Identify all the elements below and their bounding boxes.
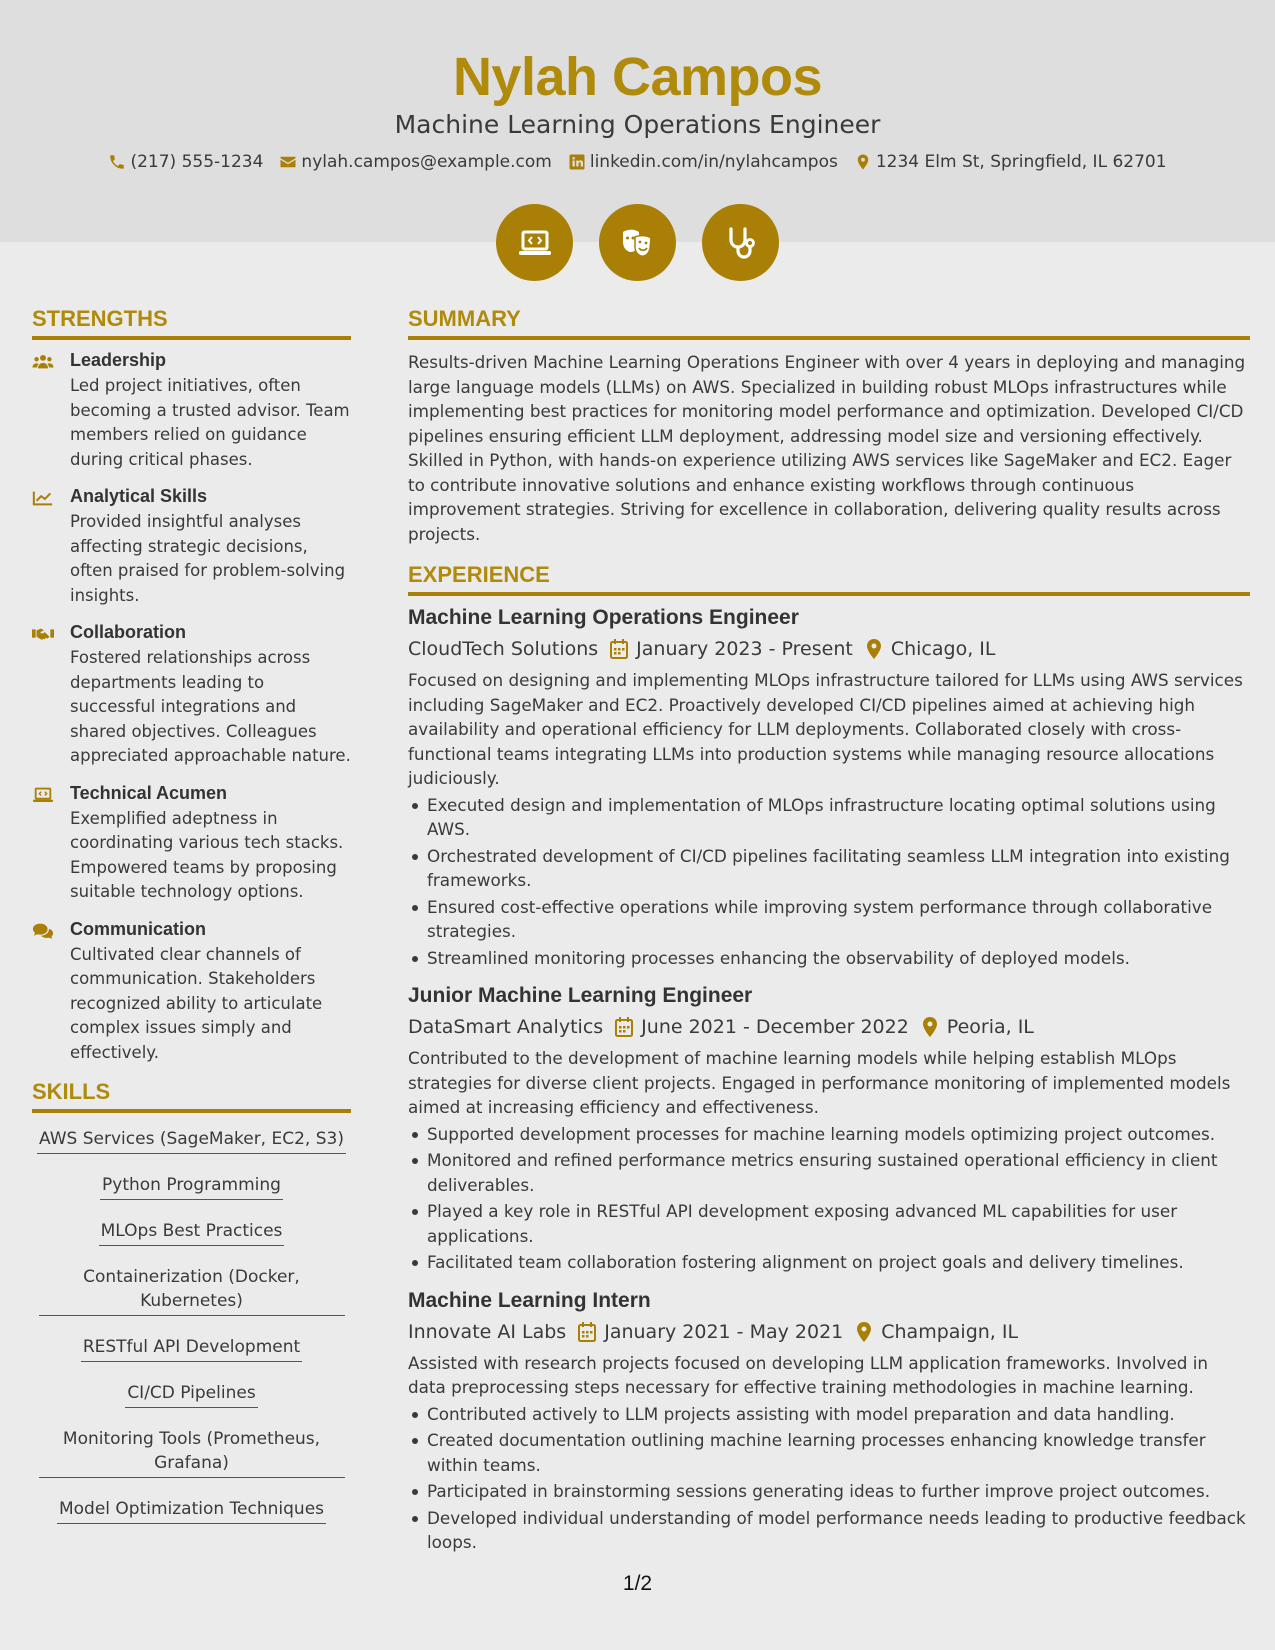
envelope-icon <box>279 153 297 171</box>
job-description: Focused on designing and implementing MLOps infrastructure tailored for LLMs using AWS services including SageMaker and EC2. Proactively developed CI/CD pipelines aimed at achieving high availability and operational efficiency for LLM deployments. Collaborated closely with cross-functional teams integrating LLMs into production systems while managing resource allocations judiciously. <box>408 670 1243 788</box>
summary-text: Results-driven Machine Learning Operations Engineer with over 4 years in deploying and managing large language models (LLMs) on AWS. Specialized in building robust MLOps infrastructures while implementing best practices for monitoring model performance and optimization. Developed CI/CD pipelines ensuring efficient LLM deployment, addressing model size and versioning effectively. Skilled in Python, with hands-on experience utilizing AWS services like SageMaker and EC2. Eager to contribute innovative solutions and enhance existing workflows through continuous improvement strategies. Striving for excellence in collaboration, delivering quality results across projects. <box>408 352 1246 544</box>
strength-item <box>32 350 351 472</box>
summary-heading: SUMMARY <box>408 306 1250 340</box>
candidate-name: Nylah Campos <box>452 47 823 107</box>
strength-name: Analytical Skills <box>70 486 208 506</box>
handshake-icon <box>32 625 54 643</box>
job-role: Machine Learning Operations Engineer <box>408 606 799 629</box>
strength-description: Exemplified adeptness in coordinating various tech stacks. Empowered teams by proposing suitable technology options. <box>70 808 344 901</box>
map-marker-icon <box>865 639 883 659</box>
laptop-code-icon <box>32 786 54 804</box>
skill-item: RESTful API Development <box>81 1335 302 1362</box>
strength-name: Leadership <box>70 350 167 370</box>
phone-text: (217) 555-1234 <box>130 152 264 172</box>
address-text: 1234 Elm St, Springfield, IL 62701 <box>875 152 1167 172</box>
skills-list <box>32 1127 351 1543</box>
skill-item: Monitoring Tools (Prometheus, Grafana) <box>39 1427 345 1478</box>
strength-description: Fostered relationships across departments leading to successful integrations and shared objectives. Colleagues appreciated approachable nature. <box>70 648 351 765</box>
map-marker-icon <box>855 1322 873 1342</box>
job-bullets <box>408 1402 1250 1555</box>
contact-bar <box>0 152 1275 172</box>
strength-description: Led project initiatives, often becoming a trusted advisor. Team members relied on guidance during critical phases. <box>70 376 350 469</box>
job-bullet: Monitored and refined performance metrics ensuring sustained operational efficiency in client deliverables. <box>408 1148 1250 1197</box>
hero-icon-row <box>0 204 1275 281</box>
skill-item: Containerization (Docker, Kubernetes) <box>39 1265 345 1316</box>
strength-name: Communication <box>70 918 207 939</box>
map-marker-icon <box>921 1017 939 1037</box>
job-bullet: Played a key role in RESTful API development exposing advanced ML capabilities for user applications. <box>408 1199 1250 1248</box>
chart-line-icon <box>32 489 54 507</box>
left-column <box>32 306 351 1543</box>
phone-icon <box>108 153 126 171</box>
job-dates: January 2021 - May 2021 <box>604 1320 844 1343</box>
right-column <box>408 306 1250 1569</box>
users-icon <box>32 353 54 371</box>
page-number: 1/2 <box>622 1572 653 1595</box>
job-location: Champaign, IL <box>881 1320 1019 1343</box>
skill-item: Model Optimization Techniques <box>57 1497 326 1524</box>
skill-item: AWS Services (SageMaker, EC2, S3) <box>37 1127 346 1154</box>
job-description: Assisted with research projects focused on developing LLM application frameworks. Involved in data preprocessing steps necessary for effective training methodologies in machine learning. <box>408 1352 1209 1397</box>
contact-linkedin[interactable] <box>568 152 838 172</box>
skill-item: MLOps Best Practices <box>99 1219 285 1246</box>
job-bullet: Contributed actively to LLM projects assisting with model preparation and data handling. <box>408 1402 1250 1427</box>
job-description: Contributed to the development of machine learning models while helping establish MLOps strategies for diverse client projects. Engaged in performance monitoring of implemented models aimed at increasing efficiency and effectiveness. <box>408 1048 1231 1117</box>
calendar-icon <box>610 639 628 659</box>
strength-item <box>32 783 351 905</box>
job-bullet: Supported development processes for machine learning models optimizing project outcomes. <box>408 1122 1250 1147</box>
strength-item <box>32 486 351 608</box>
strength-item <box>32 919 351 1066</box>
map-marker-icon <box>854 153 872 171</box>
comments-icon <box>32 922 54 940</box>
job-company: Innovate AI Labs <box>408 1320 567 1343</box>
contact-phone[interactable] <box>108 152 263 172</box>
skill-item: CI/CD Pipelines <box>125 1381 257 1408</box>
job-company: CloudTech Solutions <box>408 638 599 660</box>
email-text: nylah.campos@example.com <box>301 152 552 172</box>
job-company: DataSmart Analytics <box>408 1016 604 1038</box>
job-bullet: Created documentation outlining machine learning processes enhancing knowledge transfer within teams. <box>408 1428 1250 1477</box>
job-entry <box>408 984 1250 1275</box>
job-bullet: Facilitated team collaboration fostering alignment on project goals and delivery timelines. <box>408 1250 1250 1275</box>
stethoscope-icon <box>702 204 779 281</box>
job-meta <box>408 1321 1250 1343</box>
contact-email[interactable] <box>279 152 551 172</box>
strength-name: Collaboration <box>70 622 186 642</box>
laptop-code-icon <box>496 204 573 281</box>
strength-description: Provided insightful analyses affecting strategic decisions, often praised for problem-solving insights. <box>70 512 346 605</box>
job-bullet: Participated in brainstorming sessions generating ideas to further improve project outcomes. <box>408 1479 1250 1504</box>
job-entry <box>408 606 1250 970</box>
job-role: Junior Machine Learning Engineer <box>408 984 753 1007</box>
job-dates: January 2023 - Present <box>636 638 853 660</box>
strength-description: Cultivated clear channels of communication. Stakeholders recognized ability to articulate complex issues simply and effectively. <box>70 944 323 1062</box>
skill-item: Python Programming <box>100 1173 283 1200</box>
job-role: Machine Learning Intern <box>408 1288 651 1312</box>
strengths-heading: STRENGTHS <box>32 306 351 340</box>
linkedin-text: linkedin.com/in/nylahcampos <box>589 152 838 172</box>
job-meta <box>408 638 1250 660</box>
candidate-title: Machine Learning Operations Engineer <box>394 110 881 139</box>
linkedin-icon <box>568 153 586 171</box>
job-entry <box>408 1289 1250 1555</box>
job-bullet: Developed individual understanding of model performance needs leading to productive feedback loops. <box>408 1506 1250 1555</box>
strength-item <box>32 622 351 769</box>
job-bullet: Executed design and implementation of MLOps infrastructure locating optimal solutions using AWS. <box>408 793 1250 842</box>
calendar-icon <box>578 1322 596 1342</box>
skills-heading: SKILLS <box>32 1079 351 1113</box>
contact-address <box>854 152 1167 172</box>
job-bullets <box>408 1122 1250 1275</box>
job-meta <box>408 1016 1250 1038</box>
experience-heading: EXPERIENCE <box>408 562 1250 596</box>
job-bullets <box>408 793 1250 971</box>
job-location: Chicago, IL <box>890 638 996 660</box>
theater-masks-icon <box>599 204 676 281</box>
job-dates: June 2021 - December 2022 <box>641 1016 909 1038</box>
job-bullet: Orchestrated development of CI/CD pipelines facilitating seamless LLM integration into existing frameworks. <box>408 844 1250 893</box>
job-bullet: Ensured cost-effective operations while improving system performance through collaborative strategies. <box>408 895 1250 944</box>
job-location: Peoria, IL <box>946 1016 1034 1038</box>
strength-name: Technical Acumen <box>70 782 228 803</box>
calendar-icon <box>615 1017 633 1037</box>
job-bullet: Streamlined monitoring processes enhancing the observability of deployed models. <box>408 946 1250 971</box>
